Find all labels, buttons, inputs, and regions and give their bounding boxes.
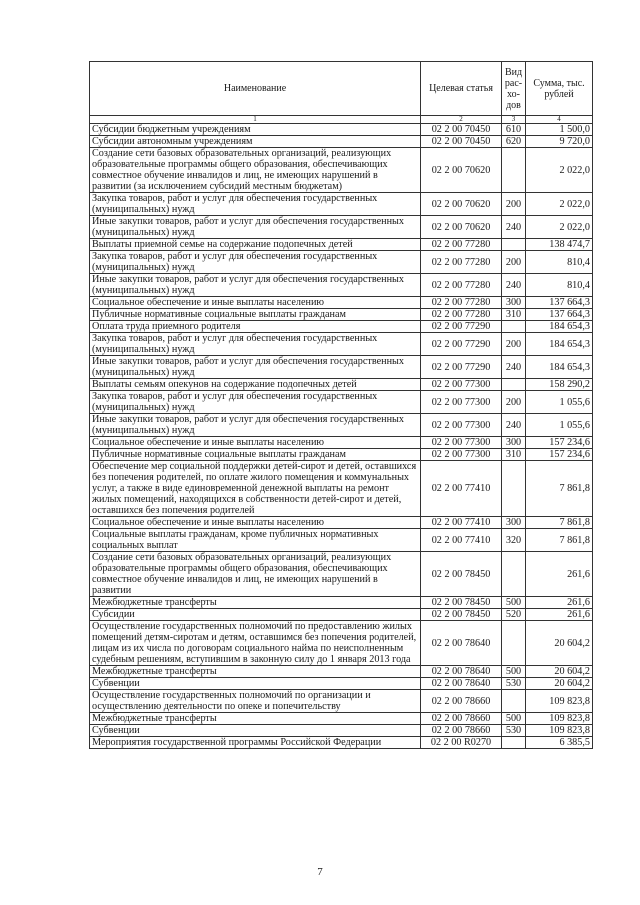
row-code-cell: 02 2 00 77290 bbox=[421, 321, 502, 333]
row-amount-cell: 7 861,8 bbox=[526, 517, 593, 529]
row-code-cell: 02 2 00 77410 bbox=[421, 517, 502, 529]
row-name-cell: Субвенции bbox=[90, 678, 421, 690]
table-row bbox=[90, 737, 593, 749]
row-expense-type-cell: 610 bbox=[502, 124, 526, 136]
table-row bbox=[90, 216, 593, 239]
header-code: Целевая статья bbox=[421, 62, 502, 116]
row-code-cell: 02 2 00 77290 bbox=[421, 333, 502, 356]
row-expense-type-cell bbox=[502, 690, 526, 713]
row-name-cell: Иные закупки товаров, работ и услуг для обеспечения государственных (муниципальных) нужд bbox=[90, 216, 421, 239]
table-row bbox=[90, 356, 593, 379]
row-amount-cell: 184 654,3 bbox=[526, 356, 593, 379]
row-name-cell: Выплаты приемной семье на содержание подопечных детей bbox=[90, 239, 421, 251]
table-row bbox=[90, 297, 593, 309]
row-expense-type-cell: 320 bbox=[502, 529, 526, 552]
row-expense-type-cell: 530 bbox=[502, 678, 526, 690]
row-name-cell: Осуществление государственных полномочий по организации и осуществлению деятельности по опеке и попечительству bbox=[90, 690, 421, 713]
row-expense-type-cell: 520 bbox=[502, 609, 526, 621]
table-row bbox=[90, 309, 593, 321]
row-amount-cell: 184 654,3 bbox=[526, 333, 593, 356]
row-code-cell: 02 2 00 77290 bbox=[421, 356, 502, 379]
row-amount-cell: 2 022,0 bbox=[526, 148, 593, 193]
row-expense-type-cell: 200 bbox=[502, 251, 526, 274]
table-row bbox=[90, 725, 593, 737]
row-name-cell: Иные закупки товаров, работ и услуг для обеспечения государственных (муниципальных) нужд bbox=[90, 274, 421, 297]
row-code-cell: 02 2 00 78640 bbox=[421, 678, 502, 690]
table-row bbox=[90, 713, 593, 725]
row-name-cell: Межбюджетные трансферты bbox=[90, 666, 421, 678]
row-code-cell: 02 2 00 78660 bbox=[421, 690, 502, 713]
row-amount-cell: 20 604,2 bbox=[526, 678, 593, 690]
row-expense-type-cell bbox=[502, 148, 526, 193]
row-code-cell: 02 2 00 78660 bbox=[421, 725, 502, 737]
row-name-cell: Субсидии автономным учреждениям bbox=[90, 136, 421, 148]
row-code-cell: 02 2 00 77280 bbox=[421, 239, 502, 251]
row-name-cell: Субсидии bbox=[90, 609, 421, 621]
row-code-cell: 02 2 00 77300 bbox=[421, 379, 502, 391]
row-name-cell: Иные закупки товаров, работ и услуг для обеспечения государственных (муниципальных) нужд bbox=[90, 414, 421, 437]
row-expense-type-cell: 200 bbox=[502, 333, 526, 356]
row-name-cell: Создание сети базовых образовательных организаций, реализующих образовательные программы общего образования, обеспечивающих совместное обучение инвалидов и лиц, не имеющих нарушений в развитии bbox=[90, 552, 421, 597]
row-code-cell: 02 2 00 77300 bbox=[421, 414, 502, 437]
column-number: 3 bbox=[502, 116, 526, 124]
table-row bbox=[90, 690, 593, 713]
row-expense-type-cell: 240 bbox=[502, 414, 526, 437]
table-row bbox=[90, 449, 593, 461]
row-code-cell: 02 2 00 78450 bbox=[421, 552, 502, 597]
row-expense-type-cell: 310 bbox=[502, 449, 526, 461]
row-code-cell: 02 2 00 78450 bbox=[421, 609, 502, 621]
table-row bbox=[90, 136, 593, 148]
row-name-cell: Межбюджетные трансферты bbox=[90, 597, 421, 609]
row-name-cell: Субсидии бюджетным учреждениям bbox=[90, 124, 421, 136]
table-row bbox=[90, 321, 593, 333]
row-amount-cell: 2 022,0 bbox=[526, 216, 593, 239]
row-amount-cell: 810,4 bbox=[526, 274, 593, 297]
row-amount-cell: 158 290,2 bbox=[526, 379, 593, 391]
row-name-cell: Публичные нормативные социальные выплаты гражданам bbox=[90, 309, 421, 321]
row-expense-type-cell: 300 bbox=[502, 437, 526, 449]
row-amount-cell: 9 720,0 bbox=[526, 136, 593, 148]
row-expense-type-cell: 240 bbox=[502, 274, 526, 297]
table-row bbox=[90, 193, 593, 216]
row-name-cell: Публичные нормативные социальные выплаты гражданам bbox=[90, 449, 421, 461]
row-expense-type-cell: 200 bbox=[502, 391, 526, 414]
row-expense-type-cell: 310 bbox=[502, 309, 526, 321]
row-code-cell: 02 2 00 70620 bbox=[421, 193, 502, 216]
row-amount-cell: 7 861,8 bbox=[526, 529, 593, 552]
row-amount-cell: 157 234,6 bbox=[526, 437, 593, 449]
row-amount-cell: 810,4 bbox=[526, 251, 593, 274]
row-code-cell: 02 2 00 77300 bbox=[421, 391, 502, 414]
row-expense-type-cell bbox=[502, 461, 526, 517]
row-code-cell: 02 2 00 70620 bbox=[421, 216, 502, 239]
row-amount-cell: 109 823,8 bbox=[526, 690, 593, 713]
row-amount-cell: 20 604,2 bbox=[526, 621, 593, 666]
row-name-cell: Создание сети базовых образовательных организаций, реализующих образовательные программы общего образования, обеспечивающих совместное обучение инвалидов и лиц, не имеющих нарушений в развитии (за исключением субсидий местным бюджетам) bbox=[90, 148, 421, 193]
row-code-cell: 02 2 00 77410 bbox=[421, 529, 502, 552]
row-name-cell: Иные закупки товаров, работ и услуг для обеспечения государственных (муниципальных) нужд bbox=[90, 356, 421, 379]
row-expense-type-cell bbox=[502, 379, 526, 391]
row-expense-type-cell: 240 bbox=[502, 356, 526, 379]
row-expense-type-cell: 200 bbox=[502, 193, 526, 216]
column-number: 4 bbox=[526, 116, 593, 124]
row-name-cell: Закупка товаров, работ и услуг для обеспечения государственных (муниципальных) нужд bbox=[90, 333, 421, 356]
table-row bbox=[90, 552, 593, 597]
table-row bbox=[90, 274, 593, 297]
column-number: 2 bbox=[421, 116, 502, 124]
table-row bbox=[90, 239, 593, 251]
row-name-cell: Социальные выплаты гражданам, кроме публичных нормативных социальных выплат bbox=[90, 529, 421, 552]
row-expense-type-cell: 620 bbox=[502, 136, 526, 148]
table-row bbox=[90, 461, 593, 517]
row-code-cell: 02 2 00 78640 bbox=[421, 666, 502, 678]
row-amount-cell: 137 664,3 bbox=[526, 309, 593, 321]
row-amount-cell: 1 055,6 bbox=[526, 391, 593, 414]
row-expense-type-cell bbox=[502, 737, 526, 749]
header-sum: Сумма, тыс. рублей bbox=[526, 62, 593, 116]
row-code-cell: 02 2 00 78640 bbox=[421, 621, 502, 666]
table-row bbox=[90, 666, 593, 678]
table-row bbox=[90, 379, 593, 391]
row-code-cell: 02 2 00 77300 bbox=[421, 449, 502, 461]
row-name-cell: Социальное обеспечение и иные выплаты населению bbox=[90, 517, 421, 529]
row-amount-cell: 6 385,5 bbox=[526, 737, 593, 749]
row-code-cell: 02 2 00 78450 bbox=[421, 597, 502, 609]
page-number: 7 bbox=[317, 866, 323, 878]
row-expense-type-cell: 500 bbox=[502, 597, 526, 609]
row-code-cell: 02 2 00 78660 bbox=[421, 713, 502, 725]
row-amount-cell: 1 500,0 bbox=[526, 124, 593, 136]
row-name-cell: Социальное обеспечение и иные выплаты населению bbox=[90, 297, 421, 309]
row-expense-type-cell bbox=[502, 321, 526, 333]
row-name-cell: Закупка товаров, работ и услуг для обеспечения государственных (муниципальных) нужд bbox=[90, 251, 421, 274]
row-name-cell: Закупка товаров, работ и услуг для обеспечения государственных (муниципальных) нужд bbox=[90, 193, 421, 216]
table-row bbox=[90, 124, 593, 136]
column-number-row bbox=[90, 116, 593, 124]
table-row bbox=[90, 529, 593, 552]
table-row bbox=[90, 621, 593, 666]
row-expense-type-cell bbox=[502, 239, 526, 251]
row-amount-cell: 261,6 bbox=[526, 597, 593, 609]
header-name: Наименование bbox=[90, 62, 421, 116]
row-code-cell: 02 2 00 77280 bbox=[421, 274, 502, 297]
header-row bbox=[90, 62, 593, 116]
row-code-cell: 02 2 00 70620 bbox=[421, 148, 502, 193]
row-amount-cell: 261,6 bbox=[526, 609, 593, 621]
row-expense-type-cell: 530 bbox=[502, 725, 526, 737]
table-row bbox=[90, 414, 593, 437]
row-amount-cell: 109 823,8 bbox=[526, 725, 593, 737]
row-amount-cell: 7 861,8 bbox=[526, 461, 593, 517]
row-name-cell: Субвенции bbox=[90, 725, 421, 737]
row-expense-type-cell: 500 bbox=[502, 713, 526, 725]
column-number: 1 bbox=[90, 116, 421, 124]
row-amount-cell: 2 022,0 bbox=[526, 193, 593, 216]
table-row bbox=[90, 597, 593, 609]
table-row bbox=[90, 333, 593, 356]
row-name-cell: Социальное обеспечение и иные выплаты населению bbox=[90, 437, 421, 449]
row-name-cell: Межбюджетные трансферты bbox=[90, 713, 421, 725]
row-name-cell: Выплаты семьям опекунов на содержание подопечных детей bbox=[90, 379, 421, 391]
table-row bbox=[90, 678, 593, 690]
row-code-cell: 02 2 00 R0270 bbox=[421, 737, 502, 749]
row-code-cell: 02 2 00 77280 bbox=[421, 251, 502, 274]
table-row bbox=[90, 148, 593, 193]
row-code-cell: 02 2 00 77280 bbox=[421, 309, 502, 321]
row-code-cell: 02 2 00 77300 bbox=[421, 437, 502, 449]
row-amount-cell: 109 823,8 bbox=[526, 713, 593, 725]
row-name-cell: Обеспечение мер социальной поддержки детей-сирот и детей, оставшихся без попечения родителей, по оплате жилого помещения и коммунальных услуг, а также в виде единовременной денежной выплаты на ремонт жилых помещений, находящихся в собственности детей-сирот и детей, оставшихся без попечения родителей bbox=[90, 461, 421, 517]
row-expense-type-cell: 500 bbox=[502, 666, 526, 678]
row-amount-cell: 261,6 bbox=[526, 552, 593, 597]
row-code-cell: 02 2 00 70450 bbox=[421, 124, 502, 136]
row-name-cell: Оплата труда приемного родителя bbox=[90, 321, 421, 333]
row-expense-type-cell bbox=[502, 621, 526, 666]
row-name-cell: Осуществление государственных полномочий по предоставлению жилых помещений детям-сиротам и детям, оставшимся без попечения родителей, лицам из их числа по договорам социального найма по неисполненным судебным решениям, вступившим в законную силу до 1 января 2013 года bbox=[90, 621, 421, 666]
table-row bbox=[90, 517, 593, 529]
row-name-cell: Закупка товаров, работ и услуг для обеспечения государственных (муниципальных) нужд bbox=[90, 391, 421, 414]
table-row bbox=[90, 437, 593, 449]
budget-table bbox=[89, 61, 593, 749]
row-amount-cell: 1 055,6 bbox=[526, 414, 593, 437]
table-row bbox=[90, 391, 593, 414]
row-amount-cell: 20 604,2 bbox=[526, 666, 593, 678]
row-amount-cell: 157 234,6 bbox=[526, 449, 593, 461]
row-name-cell: Мероприятия государственной программы Российской Федерации bbox=[90, 737, 421, 749]
header-vid: Вид рас-хо-дов bbox=[502, 62, 526, 116]
row-code-cell: 02 2 00 77280 bbox=[421, 297, 502, 309]
row-amount-cell: 137 664,3 bbox=[526, 297, 593, 309]
table-row bbox=[90, 251, 593, 274]
row-expense-type-cell bbox=[502, 552, 526, 597]
row-amount-cell: 138 474,7 bbox=[526, 239, 593, 251]
row-expense-type-cell: 240 bbox=[502, 216, 526, 239]
table-body bbox=[90, 124, 593, 749]
table-row bbox=[90, 609, 593, 621]
row-code-cell: 02 2 00 70450 bbox=[421, 136, 502, 148]
row-expense-type-cell: 300 bbox=[502, 297, 526, 309]
row-expense-type-cell: 300 bbox=[502, 517, 526, 529]
row-code-cell: 02 2 00 77410 bbox=[421, 461, 502, 517]
row-amount-cell: 184 654,3 bbox=[526, 321, 593, 333]
